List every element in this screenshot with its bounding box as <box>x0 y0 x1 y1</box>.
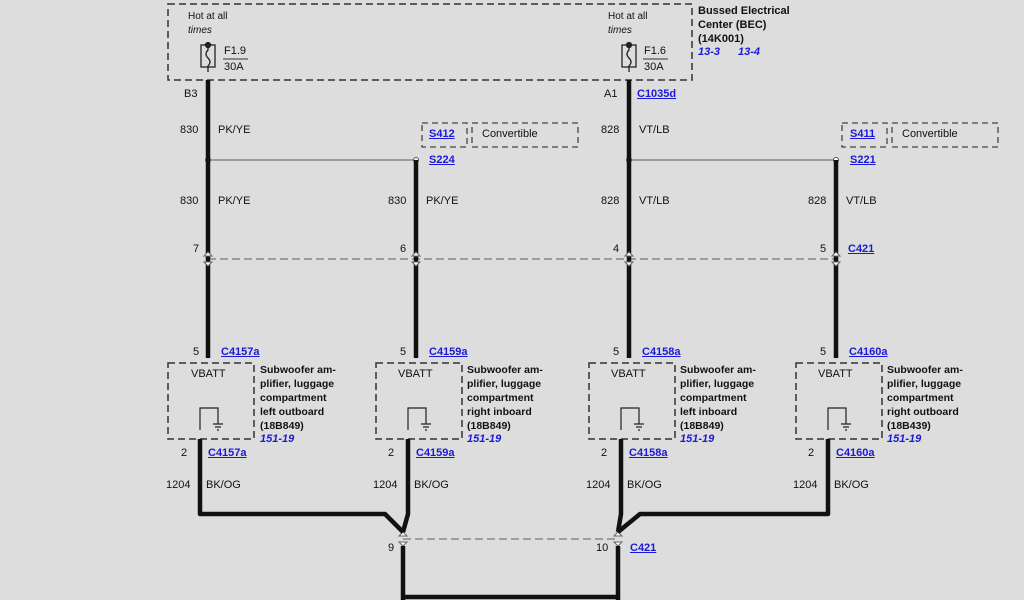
hot-at-all-times-label: Hot at all <box>608 11 648 22</box>
wire-color: BK/OG <box>414 479 449 491</box>
bec-title: Bussed Electrical <box>698 5 790 17</box>
bec-ref-link[interactable]: 13-3 <box>698 46 721 58</box>
fuse-id: F1.6 <box>644 45 667 57</box>
hot-at-all-times-label: times <box>608 25 632 36</box>
connector-link[interactable]: C4160a <box>836 447 875 459</box>
connector-pin: 9 <box>388 542 395 554</box>
connector-pin: 6 <box>400 243 407 255</box>
amp-terminal-label: VBATT <box>611 368 646 380</box>
circuit-number: 1204 <box>373 479 398 491</box>
amp-description: Subwoofer am- plifier, luggage compartment right outboard (18B439) <box>887 364 963 432</box>
wire-color: VT/LB <box>639 124 670 136</box>
wire-color: VT/LB <box>846 195 877 207</box>
connector-pin: 5 <box>820 243 827 255</box>
amp-pin: 2 <box>388 447 395 459</box>
amp-pin: 2 <box>808 447 815 459</box>
circuit-number: 830 <box>388 195 407 207</box>
wire-color: BK/OG <box>627 479 662 491</box>
wire-color: PK/YE <box>426 195 459 207</box>
amp-pin: 5 <box>820 346 827 358</box>
wire-color: VT/LB <box>639 195 670 207</box>
connector-link[interactable]: C1035d <box>637 88 677 100</box>
wire-color: BK/OG <box>834 479 869 491</box>
connector-link[interactable]: C4159a <box>416 447 455 459</box>
amp-ref-link[interactable]: 151-19 <box>467 433 502 445</box>
power-wires <box>208 80 836 358</box>
connector-link[interactable]: C4160a <box>849 346 888 358</box>
splice-link[interactable]: S411 <box>850 128 876 140</box>
circuit-number: 830 <box>180 124 199 136</box>
fuse-rating: 30A <box>224 61 244 73</box>
amp-description: Subwoofer am- plifier, luggage compartment right inboard (18B849) <box>467 364 543 432</box>
circuit-number: 828 <box>601 124 620 136</box>
circuit-number: 1204 <box>793 479 818 491</box>
wire-color: PK/YE <box>218 195 251 207</box>
fuse-rating: 30A <box>644 61 664 73</box>
fuse-id: F1.9 <box>224 45 247 57</box>
amp-terminal-label: VBATT <box>191 368 226 380</box>
option-label: Convertible <box>902 128 958 140</box>
bec-part-number: (14K001) <box>698 33 744 45</box>
hot-at-all-times-label: Hot at all <box>188 11 228 22</box>
option-label: Convertible <box>482 128 538 140</box>
connector-pin: 4 <box>613 243 620 255</box>
connector-link[interactable]: C4158a <box>629 447 668 459</box>
amp-pin: 5 <box>613 346 620 358</box>
splice-link[interactable]: S221 <box>850 154 876 166</box>
circuit-number: 830 <box>180 195 199 207</box>
amp-ref-link[interactable]: 151-19 <box>260 433 295 445</box>
bec-title: Center (BEC) <box>698 19 767 31</box>
splice-link[interactable]: S412 <box>429 128 455 140</box>
hot-at-all-times-label: times <box>188 25 212 36</box>
wire-color: BK/OG <box>206 479 241 491</box>
amp-terminal-label: VBATT <box>818 368 853 380</box>
connector-link[interactable]: C4158a <box>642 346 681 358</box>
amp-description: Subwoofer am- plifier, luggage compartment left outboard (18B849) <box>260 364 336 432</box>
amp-pin: 2 <box>181 447 188 459</box>
fuse-icon <box>622 43 636 73</box>
circuit-number: 828 <box>601 195 620 207</box>
connector-pin: 10 <box>596 542 609 554</box>
amp-ref-link[interactable]: 151-19 <box>680 433 715 445</box>
amp-pin: 2 <box>601 447 608 459</box>
amp-description: Subwoofer am- plifier, luggage compartment left inboard (18B849) <box>680 364 756 432</box>
bec-pin: B3 <box>184 88 198 100</box>
ground-wires <box>200 439 828 600</box>
splice-link[interactable]: S224 <box>429 154 455 166</box>
circuit-number: 1204 <box>586 479 611 491</box>
connector-link[interactable]: C4159a <box>429 346 468 358</box>
connector-pin: 7 <box>193 243 200 255</box>
amp-pin: 5 <box>193 346 200 358</box>
bec-pin: A1 <box>604 88 618 100</box>
wire-color: PK/YE <box>218 124 251 136</box>
fuse-icon <box>201 43 215 73</box>
bec-ref-link[interactable]: 13-4 <box>738 46 761 58</box>
circuit-number: 828 <box>808 195 827 207</box>
connector-link[interactable]: C4157a <box>221 346 260 358</box>
connector-link[interactable]: C421 <box>630 542 657 554</box>
amp-pin: 5 <box>400 346 407 358</box>
connector-link[interactable]: C421 <box>848 243 875 255</box>
amp-ref-link[interactable]: 151-19 <box>887 433 922 445</box>
amp-terminal-label: VBATT <box>398 368 433 380</box>
circuit-number: 1204 <box>166 479 191 491</box>
connector-link[interactable]: C4157a <box>208 447 247 459</box>
